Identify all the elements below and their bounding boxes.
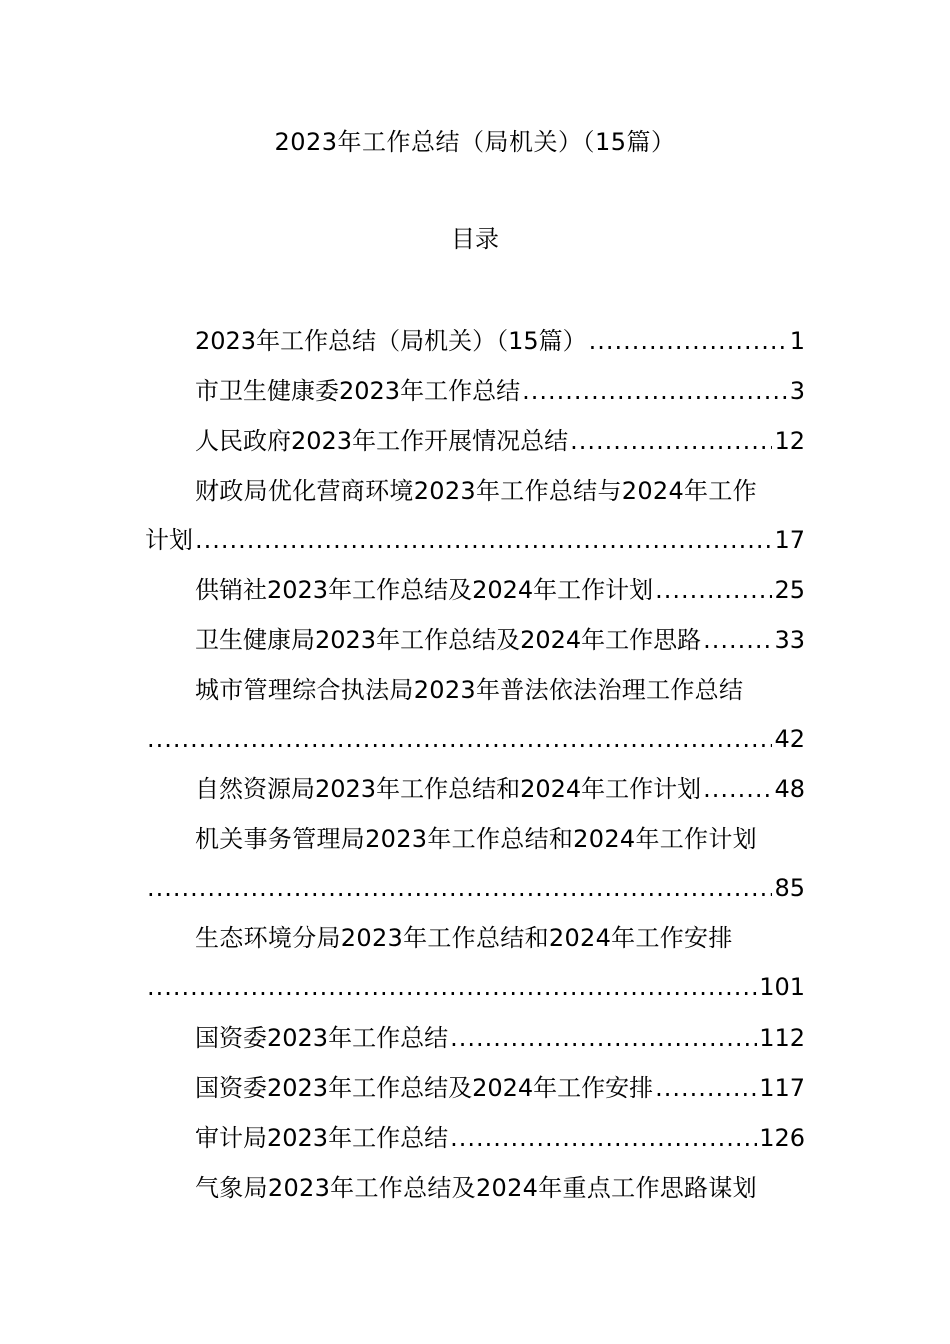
toc-entry-continuation[interactable] — [145, 969, 805, 1005]
toc-entry-title: 供销社2023年工作总结及2024年工作计划 — [195, 576, 654, 604]
toc-entry-title: 市卫生健康委2023年工作总结 — [195, 377, 521, 405]
toc-entry[interactable] — [145, 771, 805, 807]
toc-entry[interactable] — [145, 423, 805, 459]
toc-entry[interactable] — [145, 572, 805, 608]
toc-entry[interactable] — [145, 821, 805, 857]
toc-entry-title: 城市管理综合执法局2023年普法依法治理工作总结 — [195, 676, 744, 704]
toc-entry[interactable] — [145, 1020, 805, 1056]
toc-entry-page: 12 — [774, 427, 805, 455]
toc-entry[interactable] — [145, 1170, 805, 1206]
toc-entry-title: 2023年工作总结（局机关）（15篇） — [195, 327, 587, 355]
toc-entry-title: 审计局2023年工作总结 — [195, 1124, 449, 1152]
toc-entry-page: 33 — [774, 626, 805, 654]
toc-leader-dots — [147, 870, 772, 906]
toc-leader-dots — [450, 1020, 757, 1056]
toc-entry-title: 财政局优化营商环境2023年工作总结与2024年工作 — [195, 477, 757, 505]
toc-entry-title: 气象局2023年工作总结及2024年重点工作思路谋划 — [195, 1174, 757, 1202]
toc-entry-page: 101 — [759, 973, 805, 1001]
toc-entry-title: 人民政府2023年工作开展情况总结 — [195, 427, 569, 455]
toc-leader-dots — [450, 1120, 757, 1156]
toc-entry[interactable] — [145, 1120, 805, 1156]
toc-leader-dots — [522, 373, 788, 409]
toc-entry[interactable] — [145, 920, 805, 956]
toc-leader-dots — [147, 721, 772, 757]
toc-entry-continuation[interactable] — [145, 870, 805, 906]
toc-leader-dots — [589, 323, 788, 359]
toc-leader-dots — [570, 423, 772, 459]
toc-leader-dots — [147, 969, 757, 1005]
toc-entry-title: 国资委2023年工作总结及2024年工作安排 — [195, 1074, 654, 1102]
toc-leader-dots — [655, 572, 772, 608]
toc-entry-page: 1 — [789, 327, 805, 355]
document-title: 2023年工作总结（局机关）（15篇） — [274, 128, 676, 156]
toc-entry[interactable] — [145, 1070, 805, 1106]
toc-entry[interactable] — [145, 473, 805, 509]
toc-entry[interactable] — [145, 323, 805, 359]
toc-entry-page: 112 — [759, 1024, 805, 1052]
toc-leader-dots — [655, 1070, 757, 1106]
toc-entry-page: 126 — [759, 1124, 805, 1152]
toc-entry[interactable] — [145, 622, 805, 658]
toc-entry-page: 48 — [774, 775, 805, 803]
toc-entry[interactable] — [145, 373, 805, 409]
toc-entry-page: 17 — [774, 526, 805, 554]
toc-entry-page: 3 — [789, 377, 805, 405]
toc-entry-page: 25 — [774, 576, 805, 604]
toc-leader-dots — [703, 771, 772, 807]
toc-entry-title-continuation: 计划 — [145, 526, 193, 554]
toc-entry-title: 国资委2023年工作总结 — [195, 1024, 449, 1052]
toc-leader-dots — [195, 522, 772, 558]
toc-entry[interactable] — [145, 672, 805, 708]
toc-entry-page: 117 — [759, 1074, 805, 1102]
toc-entry-title: 卫生健康局2023年工作总结及2024年工作思路 — [195, 626, 702, 654]
toc-entry-continuation[interactable] — [145, 522, 805, 558]
toc-leader-dots — [703, 622, 772, 658]
toc-entry-title: 生态环境分局2023年工作总结和2024年工作安排 — [195, 924, 733, 952]
toc-entry-continuation[interactable] — [145, 721, 805, 757]
toc-heading: 目录 — [451, 225, 499, 253]
toc-entry-title: 机关事务管理局2023年工作总结和2024年工作计划 — [195, 825, 757, 853]
toc-entry-title: 自然资源局2023年工作总结和2024年工作计划 — [195, 775, 702, 803]
toc-entry-page: 85 — [774, 874, 805, 902]
toc-entry-page: 42 — [774, 725, 805, 753]
